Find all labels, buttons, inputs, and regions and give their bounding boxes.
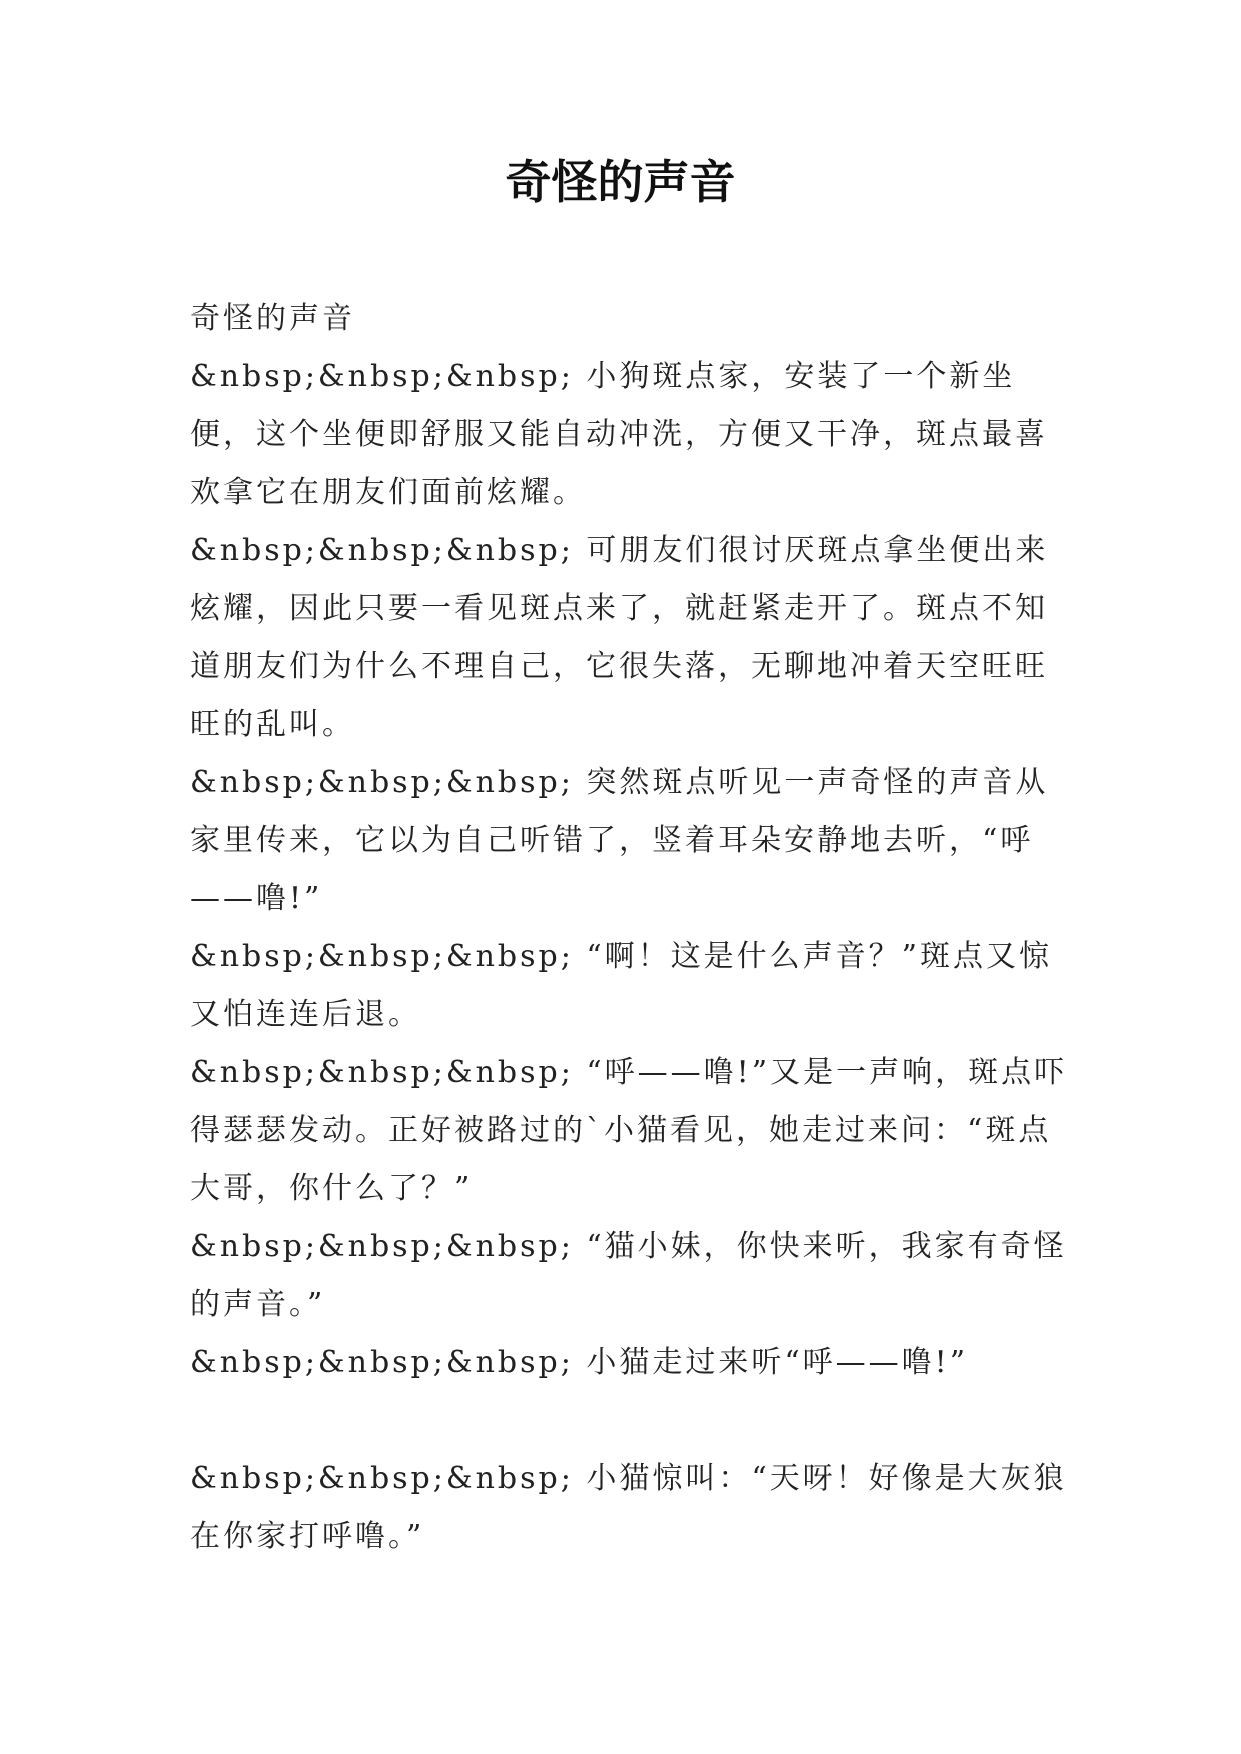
paragraph: &nbsp;&nbsp;&nbsp; 小猫惊叫：“天呀！好像是大灰狼在你家打呼噜。”: [190, 1461, 1067, 1554]
paragraph: &nbsp;&nbsp;&nbsp; 小狗斑点家，安装了一个新坐便，这个坐便即舒服又能自动冲洗，方便又干净，斑点最喜欢拿它在朋友们面前炫耀。: [190, 359, 1048, 510]
paragraph-heading: 奇怪的声音: [190, 301, 355, 336]
paragraph: &nbsp;&nbsp;&nbsp; 可朋友们很讨厌斑点拿坐便出来炫耀，因此只要一看见斑点来了，就赶紧走开了。斑点不知道朋友们为什么不理自己，它很失落，无聊地冲着天空旺旺旺的乱叫。: [190, 533, 1049, 742]
paragraph: &nbsp;&nbsp;&nbsp; 突然斑点听见一声奇怪的声音从家里传来，它以为自己听错了，竖着耳朵安静地去听，“呼——噜!”: [190, 765, 1049, 916]
paragraph: &nbsp;&nbsp;&nbsp; 小猫走过来听“呼——噜!”: [190, 1345, 969, 1380]
document-body: [190, 290, 1070, 1566]
paragraph: &nbsp;&nbsp;&nbsp; “呼——噜!”又是一声响，斑点吓得瑟瑟发动。正好被路过的`小猫看见，她走过来问：“斑点大哥，你什么了？”: [190, 1055, 1068, 1206]
paragraph: &nbsp;&nbsp;&nbsp; “猫小妹，你快来听，我家有奇怪的声音。”: [190, 1229, 1067, 1322]
document-title: 奇怪的声音: [505, 155, 736, 209]
paragraph: &nbsp;&nbsp;&nbsp; “啊！这是什么声音？”斑点又惊又怕连连后退。: [190, 939, 1053, 1032]
